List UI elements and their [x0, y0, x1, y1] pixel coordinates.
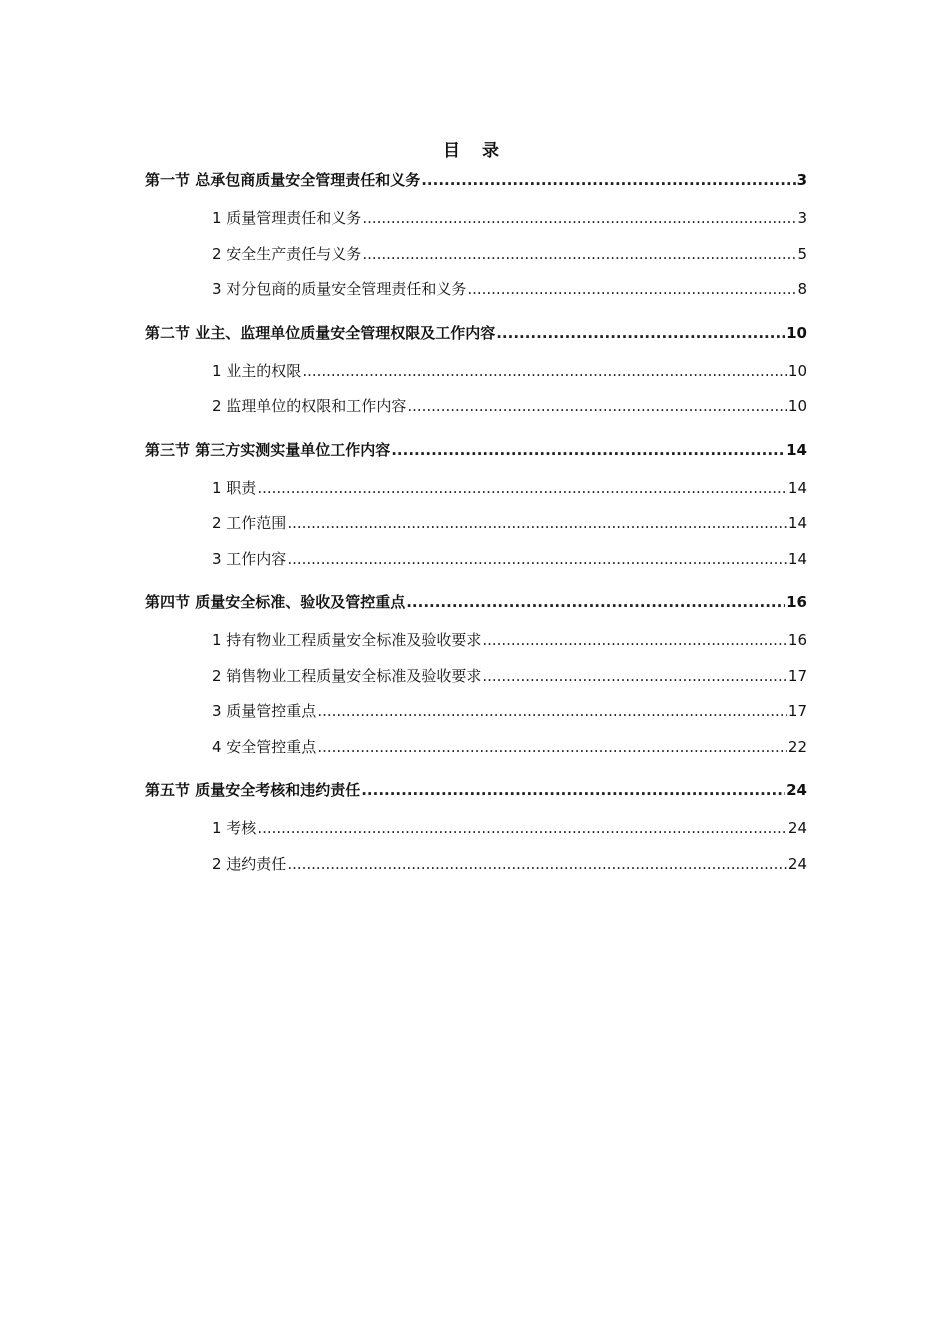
toc-section-2[interactable]	[145, 318, 807, 348]
toc-section-3[interactable]	[145, 435, 807, 465]
toc-item-label: 1 考核	[212, 819, 257, 837]
toc-item-label: 1 职责	[212, 478, 257, 497]
toc-item-label: 1 业主的权限	[212, 361, 302, 380]
toc-item-label: 3 对分包商的质量安全管理责任和义务	[212, 280, 467, 298]
toc-leader	[287, 542, 787, 578]
toc-item[interactable]	[145, 847, 807, 883]
toc-page-number: 16	[786, 593, 807, 611]
toc-item[interactable]	[145, 471, 807, 507]
toc-page-number: 16	[787, 631, 807, 649]
toc-page-number: 10	[786, 323, 807, 342]
toc-page-number: 14	[786, 440, 807, 459]
toc-item-label: 2 工作范围	[212, 514, 287, 532]
toc-item-label: 3 工作内容	[212, 549, 287, 568]
toc-item[interactable]	[145, 730, 807, 766]
toc-page-number: 17	[787, 702, 807, 720]
toc-leader	[362, 201, 796, 237]
toc-leader	[496, 318, 785, 348]
toc-page-number: 14	[787, 549, 807, 568]
toc-page-number: 5	[797, 244, 807, 263]
toc-section-label: 第四节 质量安全标准、验收及管控重点	[145, 593, 406, 611]
toc-page-number: 10	[787, 397, 807, 415]
toc-leader	[407, 389, 787, 425]
toc-leader	[482, 623, 787, 659]
toc-page-number: 3	[797, 209, 807, 227]
toc-item[interactable]	[145, 623, 807, 659]
toc-item-label: 1 质量管理责任和义务	[212, 209, 362, 227]
toc-section-4[interactable]	[145, 587, 807, 617]
toc-item[interactable]	[145, 542, 807, 578]
toc-item-label: 4 安全管控重点	[212, 737, 317, 756]
toc-page-number: 24	[787, 819, 807, 837]
toc-section-label: 第二节 业主、监理单位质量安全管理权限及工作内容	[145, 323, 496, 342]
toc-section-label: 第五节 质量安全考核和违约责任	[145, 781, 361, 799]
toc-leader	[467, 272, 796, 308]
toc-item-label: 1 持有物业工程质量安全标准及验收要求	[212, 631, 482, 649]
toc-page-number: 17	[787, 666, 807, 685]
toc-leader	[361, 775, 785, 805]
toc-item[interactable]	[145, 354, 807, 390]
toc-section-label: 第三节 第三方实测实量单位工作内容	[145, 440, 391, 459]
toc-item-label: 2 违约责任	[212, 854, 287, 873]
toc-leader	[287, 506, 787, 542]
toc-item[interactable]	[145, 201, 807, 237]
toc-item[interactable]	[145, 811, 807, 847]
toc-page-number: 8	[797, 280, 807, 298]
toc-leader	[302, 354, 787, 390]
toc-page-number: 14	[787, 478, 807, 497]
toc-leader	[421, 165, 795, 195]
toc-title: 目 录	[443, 141, 507, 161]
toc-page-number: 10	[787, 361, 807, 380]
toc-item[interactable]	[145, 506, 807, 542]
toc-leader	[257, 471, 787, 507]
toc-leader	[406, 587, 785, 617]
toc-leader	[317, 694, 787, 730]
toc-section-1[interactable]	[145, 165, 807, 195]
toc-page-number: 22	[787, 737, 807, 756]
toc-leader	[362, 237, 796, 273]
toc-page-number: 14	[787, 514, 807, 532]
toc-item-label: 3 质量管控重点	[212, 702, 317, 720]
toc-item-label: 2 安全生产责任与义务	[212, 244, 362, 263]
toc-item[interactable]	[145, 272, 807, 308]
toc-leader	[317, 730, 787, 766]
toc-section-label: 第一节 总承包商质量安全管理责任和义务	[145, 171, 421, 189]
toc-item[interactable]	[145, 694, 807, 730]
toc-item-label: 2 监理单位的权限和工作内容	[212, 397, 407, 415]
table-of-contents	[145, 165, 807, 882]
toc-page-number: 3	[796, 171, 807, 189]
toc-item[interactable]	[145, 237, 807, 273]
toc-section-5[interactable]	[145, 775, 807, 805]
toc-leader	[482, 659, 787, 695]
toc-item-label: 2 销售物业工程质量安全标准及验收要求	[212, 666, 482, 685]
toc-page-number: 24	[787, 854, 807, 873]
toc-leader	[287, 847, 787, 883]
toc-item[interactable]	[145, 659, 807, 695]
toc-leader	[257, 811, 787, 847]
toc-leader	[391, 435, 785, 465]
toc-item[interactable]	[145, 389, 807, 425]
toc-page-number: 24	[786, 781, 807, 799]
